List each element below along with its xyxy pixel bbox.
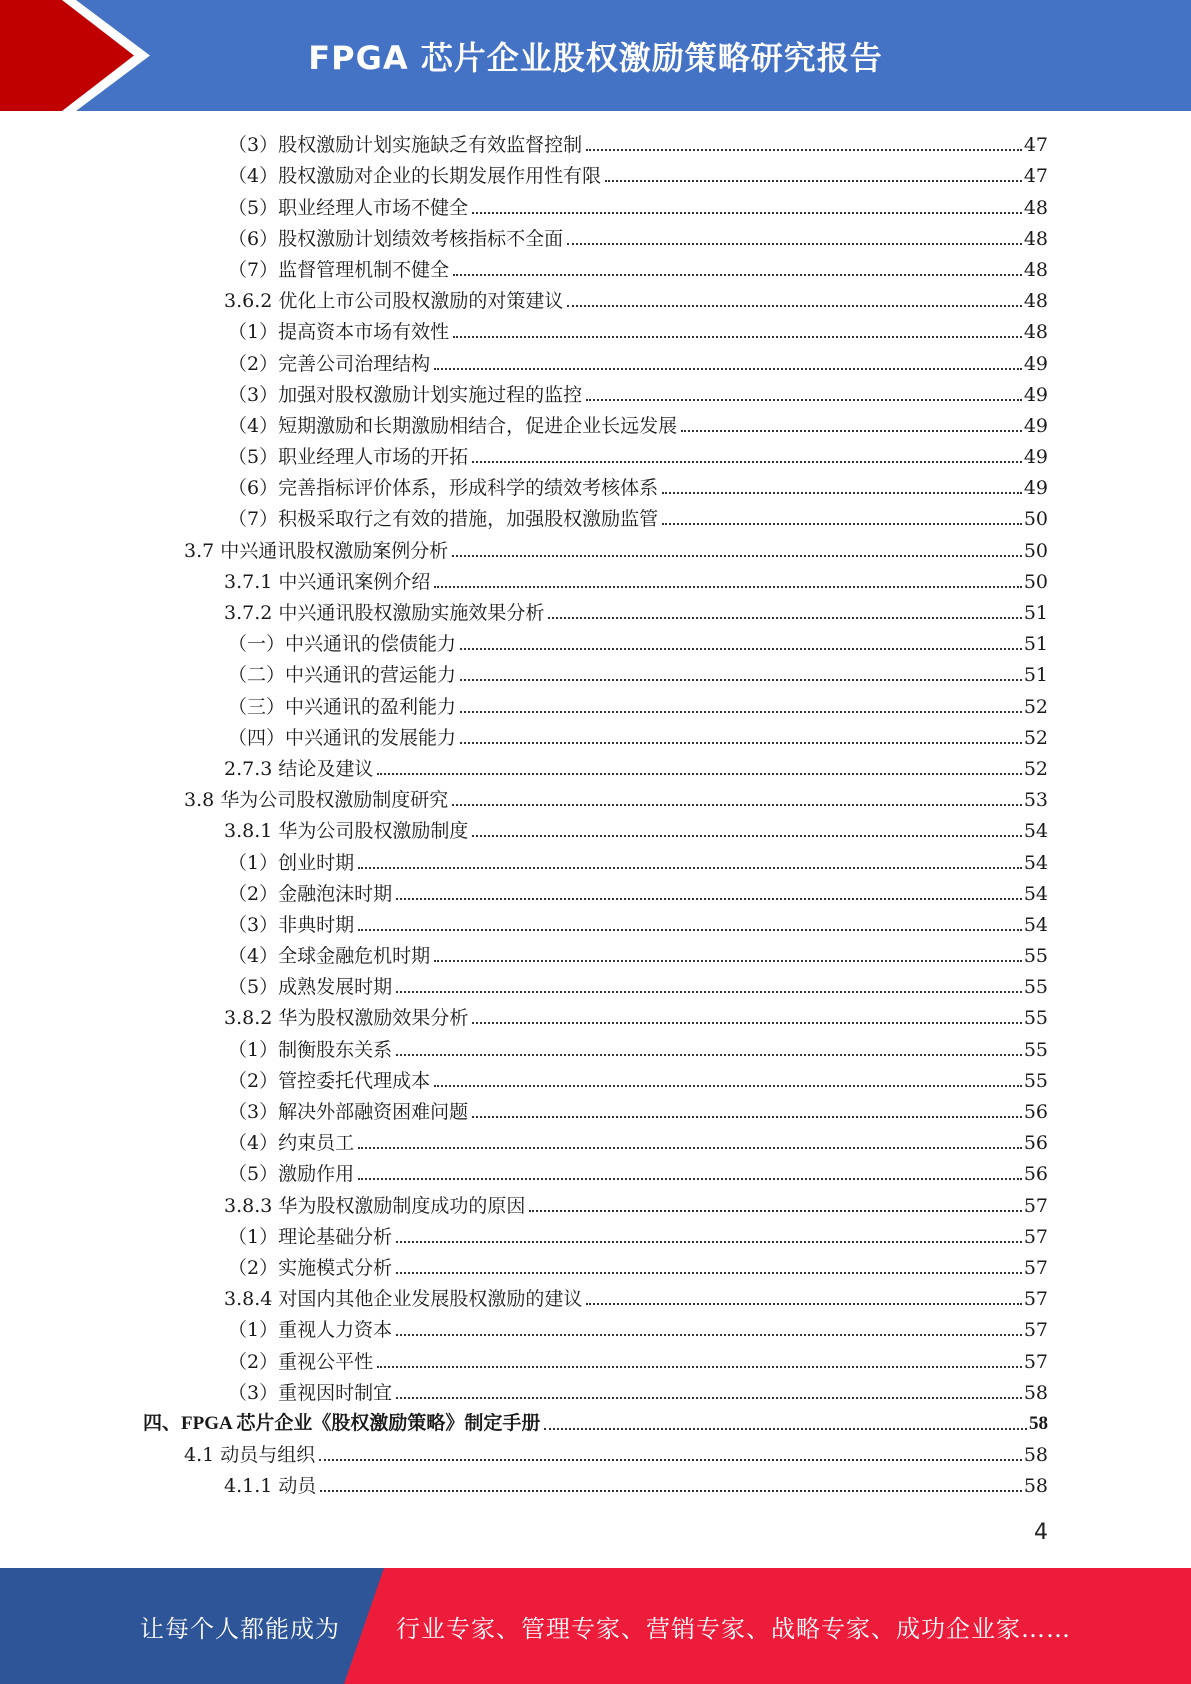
toc-leader-dots <box>452 555 1022 557</box>
toc-leader-dots <box>434 1085 1022 1087</box>
toc-entry-label: （3）股权激励计划实施缺乏有效监督控制 <box>228 134 586 156</box>
toc-entry-page: 54 <box>1023 820 1048 843</box>
toc-entry-label: 3.6.2 优化上市公司股权激励的对策建议 <box>224 290 567 312</box>
toc-entry-label: （三）中兴通讯的盈利能力 <box>228 696 460 718</box>
toc-entry[interactable] <box>0 970 1191 1001</box>
toc-leader-dots <box>434 960 1022 962</box>
toc-entry-label: （2）实施模式分析 <box>228 1257 396 1279</box>
toc-entry[interactable] <box>0 627 1191 658</box>
toc-entry-label: （二）中兴通讯的营运能力 <box>228 664 460 686</box>
toc-entry-page: 57 <box>1023 1319 1048 1342</box>
toc-leader-dots <box>434 368 1022 370</box>
toc-entry[interactable] <box>0 1282 1191 1313</box>
toc-leader-dots <box>396 991 1022 993</box>
toc-entry-page: 51 <box>1023 602 1048 624</box>
toc-entry[interactable] <box>0 284 1191 315</box>
toc-entry-page: 52 <box>1023 726 1048 749</box>
toc-leader-dots <box>472 212 1022 214</box>
toc-leader-dots <box>460 679 1022 681</box>
toc-entry-page: 57 <box>1023 1350 1048 1373</box>
toc-entry[interactable] <box>0 378 1191 409</box>
toc-leader-dots <box>662 492 1022 494</box>
toc-entry-label: （6）股权激励计划绩效考核指标不全面 <box>228 228 567 250</box>
toc-entry-page: 47 <box>1023 165 1048 188</box>
toc-entry-label: （6）完善指标评价体系，形成科学的绩效考核体系 <box>228 477 662 499</box>
toc-entry-label: （3）解决外部融资困难问题 <box>228 1101 472 1123</box>
toc-entry-label: 3.7 中兴通讯股权激励案例分析 <box>184 540 452 562</box>
toc-entry-label: （4）股权激励对企业的长期发展作用性有限 <box>228 165 605 187</box>
toc-entry-page: 58 <box>1023 1475 1048 1498</box>
toc-leader-dots <box>396 1054 1022 1056</box>
toc-entry[interactable] <box>0 1407 1191 1438</box>
toc-entry-page: 49 <box>1023 477 1048 500</box>
toc-entry[interactable] <box>0 1438 1191 1469</box>
toc-entry-page: 54 <box>1023 913 1048 936</box>
toc-entry-label: 3.7.1 中兴通讯案例介绍 <box>224 571 434 593</box>
toc-entry-page: 49 <box>1023 414 1048 437</box>
toc-leader-dots <box>358 867 1022 869</box>
toc-leader-dots <box>586 1303 1021 1305</box>
toc-entry[interactable] <box>0 877 1191 908</box>
toc-entry-label: （四）中兴通讯的发展能力 <box>228 727 460 749</box>
toc-leader-dots <box>396 898 1022 900</box>
toc-leader-dots <box>544 1428 1027 1430</box>
toc-leader-dots <box>319 1459 1022 1461</box>
toc-leader-dots <box>358 1178 1022 1180</box>
footer-slogan-left: 让每个人都能成为 <box>140 1614 340 1643</box>
toc-leader-dots <box>548 617 1021 619</box>
toc-entry-page: 50 <box>1023 539 1048 562</box>
toc-entry[interactable] <box>0 502 1191 533</box>
toc-entry-label: （2）金融泡沫时期 <box>228 883 396 905</box>
toc-entry-page: 55 <box>1023 945 1048 968</box>
toc-entry-page: 51 <box>1023 664 1048 687</box>
toc-entry-page: 52 <box>1023 695 1048 718</box>
toc-entry[interactable] <box>0 565 1191 596</box>
toc-entry-page: 56 <box>1023 1132 1048 1155</box>
toc-leader-dots <box>377 773 1021 775</box>
toc-entry-page: 54 <box>1023 882 1048 905</box>
toc-entry-page: 55 <box>1023 1038 1048 1061</box>
toc-leader-dots <box>396 1334 1022 1336</box>
page-number: 4 <box>1034 1520 1048 1545</box>
toc-entry[interactable] <box>0 222 1191 253</box>
toc-entry[interactable] <box>0 533 1191 564</box>
toc-entry-page: 49 <box>1023 352 1048 375</box>
toc-entry-label: （1）制衡股东关系 <box>228 1039 396 1061</box>
toc-entry-label: （2）管控委托代理成本 <box>228 1070 434 1092</box>
toc-entry[interactable] <box>0 409 1191 440</box>
toc-entry-label: （1）理论基础分析 <box>228 1226 396 1248</box>
toc-entry[interactable] <box>0 159 1191 190</box>
toc-leader-dots <box>662 523 1022 525</box>
toc-entry-label: （5）职业经理人市场不健全 <box>228 197 472 219</box>
toc-entry[interactable] <box>0 783 1191 814</box>
toc-entry-label: （4）短期激励和长期激励相结合，促进企业长远发展 <box>228 415 681 437</box>
toc-entry-label: （1）提高资本市场有效性 <box>228 321 453 343</box>
toc-entry-page: 47 <box>1023 134 1048 157</box>
toc-leader-dots <box>472 461 1022 463</box>
toc-entry[interactable] <box>0 128 1191 159</box>
toc-entry-label: 四、FPGA 芯片企业《股权激励策略》制定手册 <box>143 1413 544 1435</box>
toc-entry[interactable] <box>0 1251 1191 1282</box>
toc-entry-page: 57 <box>1023 1194 1048 1217</box>
toc-entry[interactable] <box>0 1001 1191 1032</box>
toc-entry[interactable] <box>0 440 1191 471</box>
chevron-arrow-icon <box>0 0 160 111</box>
toc-entry[interactable] <box>0 1344 1191 1375</box>
toc-entry-label: 2.7.3 结论及建议 <box>224 758 377 780</box>
toc-leader-dots <box>396 1397 1022 1399</box>
toc-entry[interactable] <box>0 1188 1191 1219</box>
toc-entry[interactable] <box>0 1095 1191 1126</box>
toc-entry[interactable] <box>0 658 1191 689</box>
toc-entry[interactable] <box>0 1469 1191 1500</box>
toc-entry-page: 58 <box>1029 1412 1048 1434</box>
toc-entry[interactable] <box>0 471 1191 502</box>
toc-entry-page: 57 <box>1023 1288 1048 1311</box>
toc-entry[interactable] <box>0 1313 1191 1344</box>
toc-entry-label: （3）重视因时制宜 <box>228 1382 396 1404</box>
toc-entry-label: 3.8.2 华为股权激励效果分析 <box>224 1007 472 1029</box>
toc-leader-dots <box>396 1241 1022 1243</box>
toc-entry-page: 55 <box>1023 1007 1048 1030</box>
toc-entry-label: （2）完善公司治理结构 <box>228 353 434 375</box>
toc-entry-page: 48 <box>1023 196 1048 219</box>
toc-entry[interactable] <box>0 315 1191 346</box>
toc-entry[interactable] <box>0 814 1191 845</box>
toc-entry-label: （5）成熟发展时期 <box>228 976 396 998</box>
toc-leader-dots <box>567 305 1021 307</box>
toc-entry-page: 57 <box>1023 1225 1048 1248</box>
toc-leader-dots <box>472 1116 1022 1118</box>
toc-entry-page: 51 <box>1023 633 1048 656</box>
toc-entry-label: （1）创业时期 <box>228 852 358 874</box>
toc-leader-dots <box>396 1272 1022 1274</box>
toc-entry-label: 3.8 华为公司股权激励制度研究 <box>184 789 452 811</box>
toc-entry-page: 50 <box>1023 570 1048 593</box>
toc-leader-dots <box>358 929 1022 931</box>
toc-entry[interactable] <box>0 596 1191 627</box>
toc-leader-dots <box>452 804 1022 806</box>
footer-bar <box>0 1568 1191 1684</box>
toc-entry[interactable] <box>0 752 1191 783</box>
toc-entry[interactable] <box>0 721 1191 752</box>
toc-entry-page: 49 <box>1023 446 1048 469</box>
toc-entry-label: （1）重视人力资本 <box>228 1319 396 1341</box>
toc-entry[interactable] <box>0 1126 1191 1157</box>
toc-entry[interactable] <box>0 939 1191 970</box>
toc-leader-dots <box>586 149 1022 151</box>
toc-entry-label: （一）中兴通讯的偿债能力 <box>228 633 460 655</box>
toc-entry[interactable] <box>0 346 1191 377</box>
toc-leader-dots <box>453 336 1022 338</box>
toc-leader-dots <box>567 243 1022 245</box>
toc-leader-dots <box>460 711 1022 713</box>
toc-entry-label: （3）加强对股权激励计划实施过程的监控 <box>228 384 586 406</box>
toc-leader-dots <box>460 742 1022 744</box>
toc-entry[interactable] <box>0 908 1191 939</box>
toc-entry-page: 50 <box>1023 508 1048 531</box>
toc-entry[interactable] <box>0 1064 1191 1095</box>
toc-entry-page: 49 <box>1023 383 1048 406</box>
toc-entry-label: （7）监督管理机制不健全 <box>228 259 453 281</box>
toc-entry-label: 3.8.1 华为公司股权激励制度 <box>224 820 472 842</box>
toc-entry[interactable] <box>0 1157 1191 1188</box>
toc-leader-dots <box>320 1490 1021 1492</box>
toc-entry-page: 54 <box>1023 851 1048 874</box>
toc-entry[interactable] <box>0 190 1191 221</box>
toc-leader-dots <box>529 1210 1021 1212</box>
toc-leader-dots <box>358 1147 1022 1149</box>
toc-entry-label: （2）重视公平性 <box>228 1351 377 1373</box>
toc-leader-dots <box>472 835 1021 837</box>
toc-entry-page: 55 <box>1023 976 1048 999</box>
toc-entry-page: 48 <box>1023 227 1048 250</box>
toc-entry-label: 3.8.3 华为股权激励制度成功的原因 <box>224 1195 529 1217</box>
toc-entry-label: （7）积极采取行之有效的措施，加强股权激励监管 <box>228 508 662 530</box>
toc-leader-dots <box>453 274 1022 276</box>
toc-entry-label: （5）职业经理人市场的开拓 <box>228 446 472 468</box>
toc-entry-page: 48 <box>1023 321 1048 344</box>
toc-entry-page: 57 <box>1023 1256 1048 1279</box>
toc-entry-page: 56 <box>1023 1163 1048 1186</box>
toc-entry-page: 58 <box>1023 1381 1048 1404</box>
toc-leader-dots <box>586 399 1022 401</box>
toc-entry[interactable] <box>0 1032 1191 1063</box>
toc-entry[interactable] <box>0 1376 1191 1407</box>
toc-leader-dots <box>460 648 1022 650</box>
toc-entry[interactable] <box>0 689 1191 720</box>
toc-entry[interactable] <box>0 845 1191 876</box>
toc-leader-dots <box>681 430 1022 432</box>
toc-entry-label: 3.8.4 对国内其他企业发展股权激励的建议 <box>224 1288 586 1310</box>
toc-entry-label: （3）非典时期 <box>228 914 358 936</box>
toc-entry-label: 4.1 动员与组织 <box>184 1444 319 1466</box>
document-title: FPGA 芯片企业股权激励策略研究报告 <box>308 38 883 77</box>
toc-entry-label: 3.7.2 中兴通讯股权激励实施效果分析 <box>224 602 548 624</box>
toc-leader-dots <box>605 180 1022 182</box>
toc-entry-label: 4.1.1 动员 <box>224 1475 320 1497</box>
toc-entry-label: （4）约束员工 <box>228 1132 358 1154</box>
toc-entry-page: 52 <box>1023 757 1048 780</box>
footer-slogan-right: 行业专家、管理专家、营销专家、战略专家、成功企业家…… <box>396 1614 1071 1643</box>
toc-entry[interactable] <box>0 1220 1191 1251</box>
toc-entry-page: 53 <box>1023 789 1048 812</box>
toc-entry-label: （4）全球金融危机时期 <box>228 945 434 967</box>
toc-entry-page: 56 <box>1023 1101 1048 1123</box>
toc-leader-dots <box>434 586 1021 588</box>
header-bar <box>0 0 1191 111</box>
toc-entry-page: 58 <box>1023 1444 1048 1467</box>
table-of-contents <box>0 128 1191 1500</box>
toc-entry-label: （5）激励作用 <box>228 1163 358 1185</box>
toc-entry-page: 48 <box>1023 258 1048 281</box>
toc-leader-dots <box>377 1366 1022 1368</box>
toc-leader-dots <box>472 1022 1021 1024</box>
toc-entry-page: 55 <box>1023 1069 1048 1092</box>
toc-entry[interactable] <box>0 253 1191 284</box>
toc-entry-page: 48 <box>1023 290 1048 313</box>
